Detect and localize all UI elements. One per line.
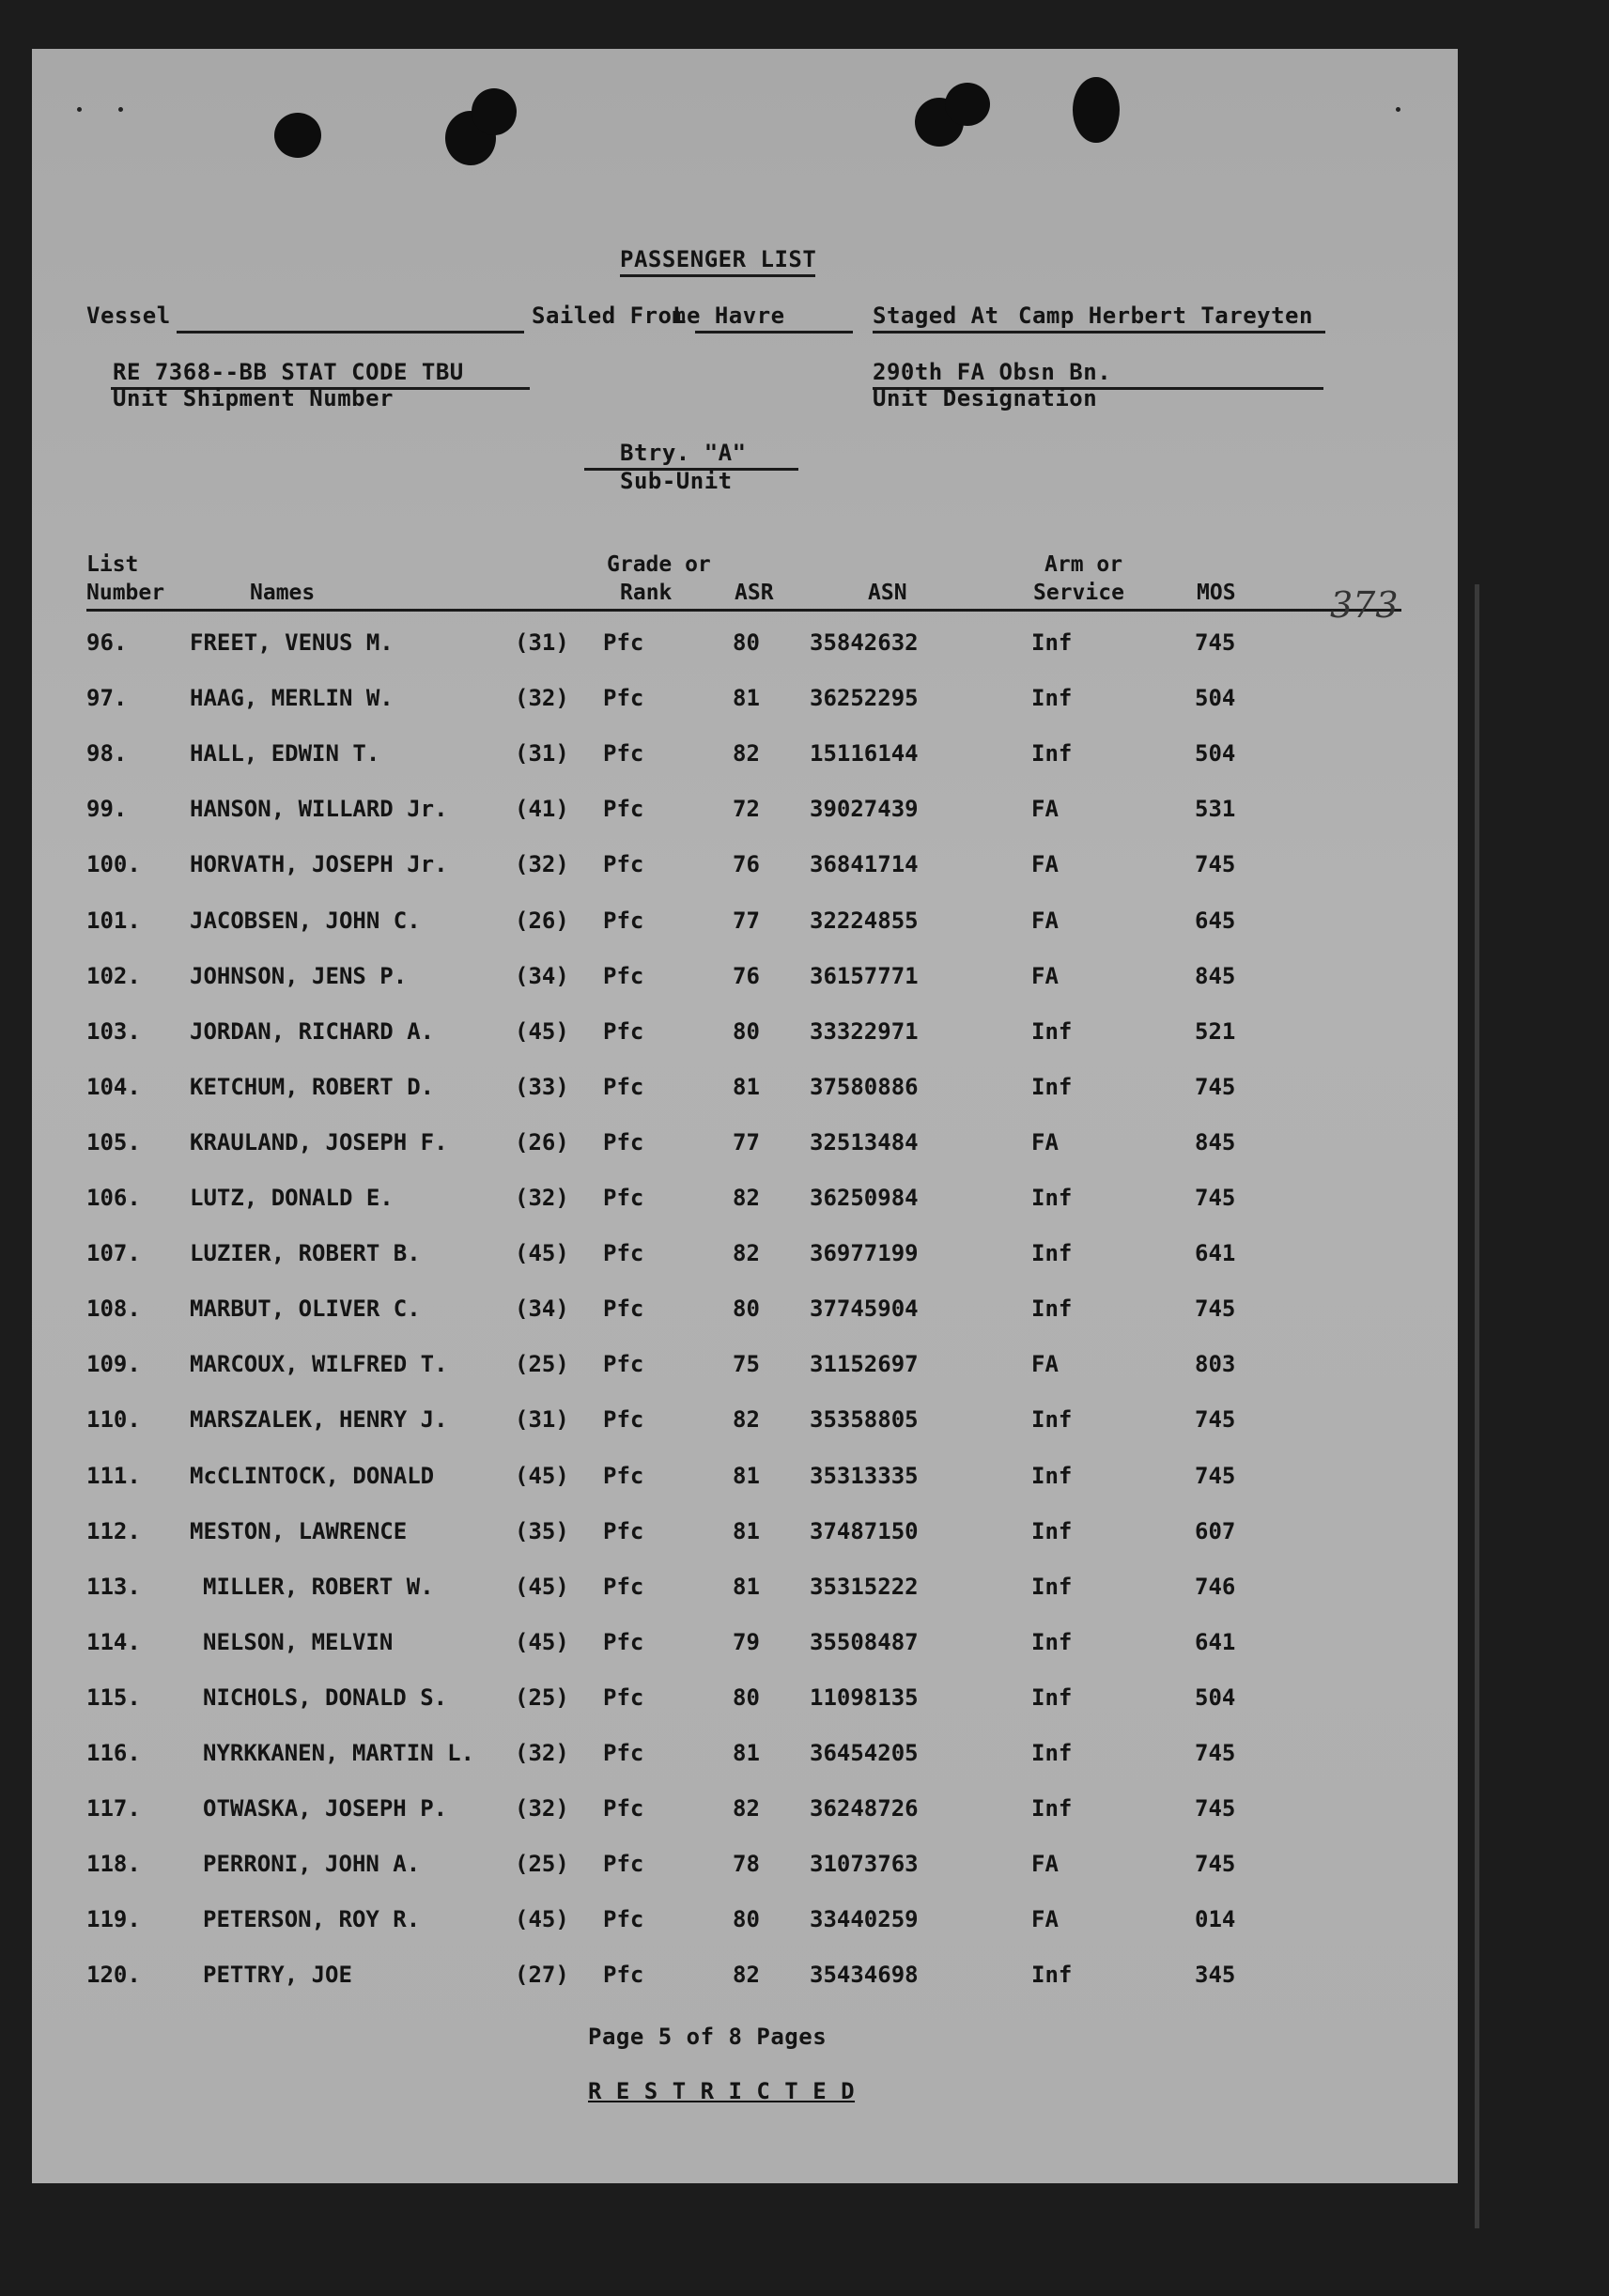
cell-rank: Pfc (603, 1240, 644, 1266)
cell-num: 120. (86, 1962, 141, 1988)
cell-age: (27) (515, 1962, 569, 1988)
cell-arm: FA (1031, 908, 1059, 934)
cell-age: (35) (515, 1518, 569, 1544)
cell-asr: 80 (733, 629, 760, 656)
cell-age: (32) (515, 685, 569, 711)
cell-name: FREET, VENUS M. (190, 629, 394, 656)
cell-mos: 641 (1195, 1629, 1236, 1655)
cell-asn: 36157771 (810, 963, 919, 989)
cell-arm: FA (1031, 851, 1059, 877)
cell-num: 104. (86, 1074, 141, 1100)
cell-name: NELSON, MELVIN (203, 1629, 394, 1655)
cell-age: (31) (515, 629, 569, 656)
cell-asr: 81 (733, 1740, 760, 1766)
cell-asn: 39027439 (810, 796, 919, 822)
cell-name: MARSZALEK, HENRY J. (190, 1406, 448, 1433)
table-row (32, 1795, 1458, 1833)
cell-num: 108. (86, 1295, 141, 1322)
punch-hole (1073, 77, 1120, 143)
cell-name: PETTRY, JOE (203, 1962, 352, 1988)
col-header-list-line2: Number (86, 581, 165, 605)
cell-asn: 32513484 (810, 1129, 919, 1156)
cell-arm: FA (1031, 796, 1059, 822)
cell-rank: Pfc (603, 1129, 644, 1156)
cell-mos: 521 (1195, 1018, 1236, 1045)
cell-mos: 745 (1195, 851, 1236, 877)
cell-name: OTWASKA, JOSEPH P. (203, 1795, 448, 1822)
cell-asn: 33440259 (810, 1906, 919, 1932)
cell-asr: 77 (733, 908, 760, 934)
cell-age: (32) (515, 1795, 569, 1822)
table-row (32, 1240, 1458, 1278)
table-row (32, 908, 1458, 945)
cell-arm: Inf (1031, 685, 1073, 711)
cell-mos: 803 (1195, 1351, 1236, 1377)
cell-name: NYRKKANEN, MARTIN L. (203, 1740, 474, 1766)
cell-rank: Pfc (603, 1074, 644, 1100)
table-row (32, 1962, 1458, 1999)
cell-num: 112. (86, 1518, 141, 1544)
cell-asn: 36977199 (810, 1240, 919, 1266)
cell-asr: 75 (733, 1351, 760, 1377)
cell-rank: Pfc (603, 908, 644, 934)
cell-age: (32) (515, 851, 569, 877)
cell-rank: Pfc (603, 796, 644, 822)
cell-asr: 80 (733, 1906, 760, 1932)
col-header-grade (607, 551, 711, 607)
cell-rank: Pfc (603, 1351, 644, 1377)
col-header-arm-line1: Arm or (1044, 552, 1123, 577)
cell-mos: 845 (1195, 963, 1236, 989)
dot-mark (1396, 107, 1400, 112)
cell-num: 109. (86, 1351, 141, 1377)
cell-age: (26) (515, 1129, 569, 1156)
cell-asr: 82 (733, 1962, 760, 1988)
cell-num: 110. (86, 1406, 141, 1433)
cell-age: (31) (515, 1406, 569, 1433)
cell-rank: Pfc (603, 963, 644, 989)
classification: R E S T R I C T E D (588, 2078, 856, 2104)
vessel-underline (177, 331, 524, 334)
cell-mos: 345 (1195, 1962, 1236, 1988)
cell-rank: Pfc (603, 1851, 644, 1877)
cell-num: 105. (86, 1129, 141, 1156)
cell-arm: Inf (1031, 1518, 1073, 1544)
cell-asr: 82 (733, 1406, 760, 1433)
cell-arm: FA (1031, 1351, 1059, 1377)
table-row (32, 1518, 1458, 1556)
cell-mos: 745 (1195, 1185, 1236, 1211)
cell-arm: FA (1031, 1906, 1059, 1932)
cell-asr: 81 (733, 1574, 760, 1600)
cell-asr: 81 (733, 1518, 760, 1544)
cell-name: MILLER, ROBERT W. (203, 1574, 434, 1600)
cell-num: 102. (86, 963, 141, 989)
cell-asn: 37745904 (810, 1295, 919, 1322)
cell-arm: Inf (1031, 1574, 1073, 1600)
cell-num: 103. (86, 1018, 141, 1045)
cell-mos: 845 (1195, 1129, 1236, 1156)
col-header-names: Names (250, 581, 316, 605)
cell-asn: 31152697 (810, 1351, 919, 1377)
cell-num: 97. (86, 685, 128, 711)
cell-age: (32) (515, 1740, 569, 1766)
cell-name: JOHNSON, JENS P. (190, 963, 408, 989)
cell-asr: 81 (733, 685, 760, 711)
col-header-grade-line2: Rank (620, 581, 673, 605)
cell-rank: Pfc (603, 1018, 644, 1045)
cell-asn: 36841714 (810, 851, 919, 877)
cell-num: 101. (86, 908, 141, 934)
cell-asn: 31073763 (810, 1851, 919, 1877)
cell-mos: 645 (1195, 908, 1236, 934)
col-header-asr: ASR (735, 581, 774, 605)
cell-num: 106. (86, 1185, 141, 1211)
cell-num: 119. (86, 1906, 141, 1932)
table-row (32, 1574, 1458, 1611)
cell-num: 99. (86, 796, 128, 822)
cell-rank: Pfc (603, 629, 644, 656)
table-row (32, 1351, 1458, 1388)
cell-num: 96. (86, 629, 128, 656)
cell-mos: 531 (1195, 796, 1236, 822)
col-header-arm (1033, 551, 1124, 607)
cell-num: 115. (86, 1684, 141, 1711)
cell-name: LUZIER, ROBERT B. (190, 1240, 421, 1266)
cell-rank: Pfc (603, 1795, 644, 1822)
punch-hole (472, 88, 517, 135)
table-row (32, 1684, 1458, 1722)
cell-asr: 78 (733, 1851, 760, 1877)
cell-num: 116. (86, 1740, 141, 1766)
cell-arm: Inf (1031, 1240, 1073, 1266)
cell-arm: Inf (1031, 1629, 1073, 1655)
table-row (32, 1906, 1458, 1944)
cell-arm: Inf (1031, 629, 1073, 656)
cell-rank: Pfc (603, 1574, 644, 1600)
cell-age: (32) (515, 1185, 569, 1211)
unit-designation-label: Unit Designation (873, 385, 1098, 411)
table-row (32, 740, 1458, 778)
cell-rank: Pfc (603, 1185, 644, 1211)
unit-designation-value: 290th FA Obsn Bn. (873, 359, 1112, 385)
cell-name: KETCHUM, ROBERT D. (190, 1074, 435, 1100)
cell-arm: Inf (1031, 1295, 1073, 1322)
cell-age: (45) (515, 1240, 569, 1266)
cell-name: HANSON, WILLARD Jr. (190, 796, 448, 822)
cell-name: MARBUT, OLIVER C. (190, 1295, 421, 1322)
cell-age: (45) (515, 1629, 569, 1655)
document-page (32, 49, 1458, 2183)
page-title: PASSENGER LIST (620, 246, 817, 272)
cell-asr: 77 (733, 1129, 760, 1156)
cell-asr: 82 (733, 740, 760, 767)
cell-name: JORDAN, RICHARD A. (190, 1018, 435, 1045)
sub-unit-label: Sub-Unit (620, 468, 733, 494)
unit-shipment-label: Unit Shipment Number (113, 385, 394, 411)
cell-asr: 80 (733, 1295, 760, 1322)
cell-name: HAAG, MERLIN W. (190, 685, 394, 711)
cell-asr: 76 (733, 851, 760, 877)
cell-arm: Inf (1031, 1962, 1073, 1988)
col-header-mos: MOS (1197, 581, 1236, 605)
col-header-list-line1: List (86, 552, 139, 577)
cell-mos: 745 (1195, 1074, 1236, 1100)
cell-asr: 81 (733, 1074, 760, 1100)
cell-mos: 607 (1195, 1518, 1236, 1544)
cell-asr: 80 (733, 1684, 760, 1711)
cell-num: 100. (86, 851, 141, 877)
cell-age: (25) (515, 1851, 569, 1877)
staged-at-label: Staged At (873, 303, 999, 329)
cell-num: 111. (86, 1463, 141, 1489)
cell-arm: Inf (1031, 1795, 1073, 1822)
cell-asr: 82 (733, 1240, 760, 1266)
cell-rank: Pfc (603, 740, 644, 767)
table-row (32, 796, 1458, 833)
cell-num: 107. (86, 1240, 141, 1266)
cell-rank: Pfc (603, 1463, 644, 1489)
cell-age: (45) (515, 1574, 569, 1600)
cell-asn: 36250984 (810, 1185, 919, 1211)
sailed-from-value: Le Havre (673, 303, 785, 329)
cell-asn: 32224855 (810, 908, 919, 934)
cell-num: 114. (86, 1629, 141, 1655)
table-row (32, 1740, 1458, 1777)
cell-mos: 745 (1195, 1851, 1236, 1877)
cell-num: 118. (86, 1851, 141, 1877)
cell-asn: 36248726 (810, 1795, 919, 1822)
sailed-from-label: Sailed From (532, 303, 687, 329)
table-row (32, 1018, 1458, 1056)
cell-asr: 82 (733, 1795, 760, 1822)
cell-num: 113. (86, 1574, 141, 1600)
cell-age: (41) (515, 796, 569, 822)
cell-rank: Pfc (603, 1629, 644, 1655)
cell-mos: 504 (1195, 740, 1236, 767)
cell-asn: 35315222 (810, 1574, 919, 1600)
cell-name: HORVATH, JOSEPH Jr. (190, 851, 448, 877)
cell-asr: 76 (733, 963, 760, 989)
punch-hole (274, 113, 321, 158)
cell-asn: 11098135 (810, 1684, 919, 1711)
cell-asn: 35434698 (810, 1962, 919, 1988)
table-row (32, 851, 1458, 889)
cell-rank: Pfc (603, 1962, 644, 1988)
cell-mos: 745 (1195, 1795, 1236, 1822)
cell-rank: Pfc (603, 1740, 644, 1766)
cell-age: (45) (515, 1463, 569, 1489)
cell-name: PETERSON, ROY R. (203, 1906, 421, 1932)
table-row (32, 1406, 1458, 1444)
col-header-asn: ASN (868, 581, 907, 605)
table-row (32, 1185, 1458, 1222)
cell-asn: 35842632 (810, 629, 919, 656)
cell-mos: 745 (1195, 629, 1236, 656)
cell-age: (45) (515, 1018, 569, 1045)
cell-age: (34) (515, 963, 569, 989)
cell-asn: 35358805 (810, 1406, 919, 1433)
cell-name: MESTON, LAWRENCE (190, 1518, 408, 1544)
cell-mos: 745 (1195, 1295, 1236, 1322)
cell-arm: Inf (1031, 1018, 1073, 1045)
cell-arm: Inf (1031, 1406, 1073, 1433)
table-row (32, 1629, 1458, 1667)
cell-name: HALL, EDWIN T. (190, 740, 380, 767)
sailed-from-underline (695, 331, 853, 334)
cell-mos: 745 (1195, 1463, 1236, 1489)
cell-asr: 80 (733, 1018, 760, 1045)
cell-mos: 504 (1195, 685, 1236, 711)
staged-at-underline (873, 331, 1325, 334)
cell-rank: Pfc (603, 685, 644, 711)
cell-asn: 33322971 (810, 1018, 919, 1045)
cell-rank: Pfc (603, 1906, 644, 1932)
cell-mos: 746 (1195, 1574, 1236, 1600)
unit-shipment-number: RE 7368--BB STAT CODE TBU (113, 359, 464, 385)
cell-asn: 36454205 (810, 1740, 919, 1766)
cell-age: (25) (515, 1351, 569, 1377)
cell-arm: Inf (1031, 1740, 1073, 1766)
cell-age: (31) (515, 740, 569, 767)
cell-name: NICHOLS, DONALD S. (203, 1684, 448, 1711)
dot-mark (77, 107, 82, 112)
cell-arm: Inf (1031, 1684, 1073, 1711)
cell-mos: 014 (1195, 1906, 1236, 1932)
margin-note: 373 (1330, 584, 1399, 626)
cell-asn: 15116144 (810, 740, 919, 767)
sub-unit-value: Btry. "A" (620, 440, 747, 466)
cell-age: (34) (515, 1295, 569, 1322)
cell-name: MARCOUX, WILFRED T. (190, 1351, 448, 1377)
cell-arm: Inf (1031, 740, 1073, 767)
cell-arm: Inf (1031, 1463, 1073, 1489)
cell-asn: 35508487 (810, 1629, 919, 1655)
col-header-grade-line1: Grade or (607, 552, 711, 577)
header-rule (86, 609, 1401, 612)
cell-arm: FA (1031, 1129, 1059, 1156)
table-row (32, 1463, 1458, 1500)
cell-asr: 79 (733, 1629, 760, 1655)
cell-mos: 641 (1195, 1240, 1236, 1266)
cell-asr: 72 (733, 796, 760, 822)
cell-age: (26) (515, 908, 569, 934)
cell-asn: 36252295 (810, 685, 919, 711)
cell-mos: 504 (1195, 1684, 1236, 1711)
cell-name: JACOBSEN, JOHN C. (190, 908, 421, 934)
table-row (32, 685, 1458, 722)
punch-hole (945, 83, 990, 126)
cell-num: 117. (86, 1795, 141, 1822)
cell-name: LUTZ, DONALD E. (190, 1185, 394, 1211)
cell-rank: Pfc (603, 851, 644, 877)
cell-age: (33) (515, 1074, 569, 1100)
cell-arm: Inf (1031, 1074, 1073, 1100)
table-row (32, 1295, 1458, 1333)
cell-arm: FA (1031, 1851, 1059, 1877)
table-row (32, 1851, 1458, 1888)
cell-name: McCLINTOCK, DONALD (190, 1463, 435, 1489)
table-row (32, 1074, 1458, 1111)
scan-edge (1475, 584, 1479, 2228)
cell-age: (25) (515, 1684, 569, 1711)
cell-asr: 81 (733, 1463, 760, 1489)
cell-asn: 37487150 (810, 1518, 919, 1544)
cell-name: KRAULAND, JOSEPH F. (190, 1129, 448, 1156)
cell-num: 98. (86, 740, 128, 767)
cell-asn: 35313335 (810, 1463, 919, 1489)
table-row (32, 1129, 1458, 1167)
cell-age: (45) (515, 1906, 569, 1932)
title-underline (620, 274, 815, 277)
table-row (32, 963, 1458, 1001)
vessel-label: Vessel (86, 303, 171, 329)
cell-asr: 82 (733, 1185, 760, 1211)
cell-mos: 745 (1195, 1740, 1236, 1766)
cell-rank: Pfc (603, 1518, 644, 1544)
dot-mark (118, 107, 123, 112)
cell-asn: 37580886 (810, 1074, 919, 1100)
col-header-arm-line2: Service (1033, 581, 1124, 605)
col-header-list-number (86, 551, 164, 607)
staged-at-value: Camp Herbert Tareyten (1018, 303, 1313, 329)
cell-arm: FA (1031, 963, 1059, 989)
cell-rank: Pfc (603, 1295, 644, 1322)
page-count: Page 5 of 8 Pages (588, 2024, 828, 2050)
table-row (32, 629, 1458, 667)
cell-arm: Inf (1031, 1185, 1073, 1211)
cell-rank: Pfc (603, 1684, 644, 1711)
cell-rank: Pfc (603, 1406, 644, 1433)
cell-mos: 745 (1195, 1406, 1236, 1433)
cell-name: PERRONI, JOHN A. (203, 1851, 421, 1877)
